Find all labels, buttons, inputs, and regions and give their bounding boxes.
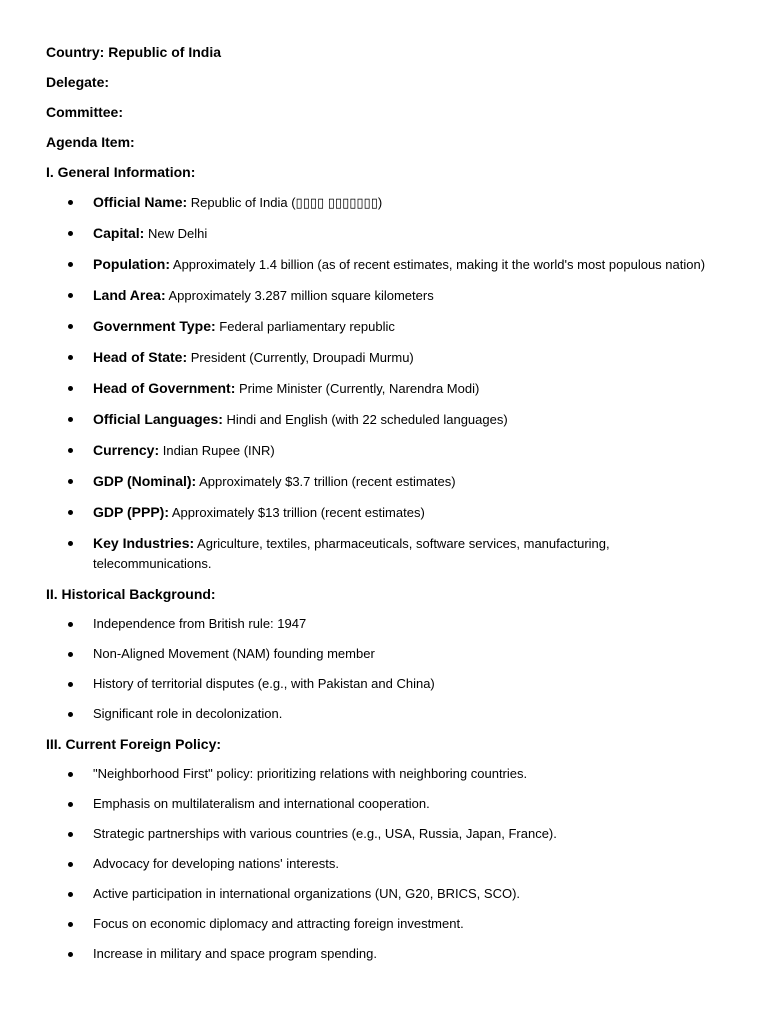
item-value: Agriculture, textiles, pharmaceuticals, software services, manufacturing, telecommunications. [93, 536, 610, 571]
bullet-icon [68, 510, 73, 515]
item-key: Capital: [93, 225, 145, 241]
item-value: Approximately $3.7 trillion (recent estimates) [199, 474, 456, 489]
item-key: Land Area: [93, 287, 166, 303]
item-key: Head of Government: [93, 380, 236, 396]
bullet-icon [68, 892, 73, 897]
item-value: Approximately 1.4 billion (as of recent estimates, making it the world's most populous nation) [172, 257, 706, 272]
list-item-text: Independence from British rule: 1947 [93, 616, 307, 631]
list-item [46, 704, 728, 724]
historical-list [46, 614, 728, 724]
list-item [46, 824, 728, 844]
list-item-text: Focus on economic diplomacy and attracting foreign investment. [93, 916, 464, 931]
list-item [46, 316, 728, 337]
bullet-icon [68, 682, 73, 687]
item-value: Hindi and English (with 22 scheduled languages) [226, 412, 508, 427]
bullet-icon [68, 802, 73, 807]
bullet-icon [68, 862, 73, 867]
bullet-icon [68, 952, 73, 957]
list-item [46, 644, 728, 664]
list-item [46, 944, 728, 964]
list-item [46, 674, 728, 694]
item-key: Key Industries: [93, 535, 195, 551]
list-item [46, 884, 728, 904]
list-item [46, 223, 728, 244]
item-key: Official Name: [93, 194, 188, 210]
list-item [46, 347, 728, 368]
item-value: President (Currently, Droupadi Murmu) [190, 350, 414, 365]
list-item [46, 614, 728, 634]
general-info-list [46, 192, 728, 574]
list-item [46, 440, 728, 461]
section-title-general: I. General Information: [46, 164, 196, 180]
list-item [46, 764, 728, 784]
list-item [46, 471, 728, 492]
bullet-icon [68, 622, 73, 627]
foreign-policy-list [46, 764, 728, 964]
list-item-text: Emphasis on multilateralism and international cooperation. [93, 796, 430, 811]
bullet-icon [68, 355, 73, 360]
list-item-text: Significant role in decolonization. [93, 706, 283, 721]
bullet-icon [68, 386, 73, 391]
item-value: Approximately $13 trillion (recent estimates) [171, 505, 425, 520]
country-line: Country: Republic of India [46, 44, 221, 60]
bullet-icon [68, 832, 73, 837]
list-item [46, 285, 728, 306]
agenda-item-line: Agenda Item: [46, 134, 135, 150]
item-value: Prime Minister (Currently, Narendra Modi) [238, 381, 480, 396]
list-item-text: History of territorial disputes (e.g., with Pakistan and China) [93, 676, 435, 691]
bullet-icon [68, 479, 73, 484]
list-item-text: Increase in military and space program spending. [93, 946, 377, 961]
list-item [46, 254, 728, 275]
bullet-icon [68, 231, 73, 236]
bullet-icon [68, 293, 73, 298]
item-key: Population: [93, 256, 170, 272]
bullet-icon [68, 652, 73, 657]
list-item-text: Non-Aligned Movement (NAM) founding member [93, 646, 375, 661]
item-value: Federal parliamentary republic [219, 319, 395, 334]
list-item [46, 533, 728, 574]
section-title-foreign-policy: III. Current Foreign Policy: [46, 736, 222, 752]
list-item [46, 409, 728, 430]
item-value: Republic of India (▯▯▯▯ ▯▯▯▯▯▯▯) [190, 195, 383, 210]
item-key: Currency: [93, 442, 160, 458]
list-item-text: Active participation in international organizations (UN, G20, BRICS, SCO). [93, 886, 521, 901]
bullet-icon [68, 324, 73, 329]
item-key: Official Languages: [93, 411, 223, 427]
bullet-icon [68, 200, 73, 205]
item-key: Government Type: [93, 318, 216, 334]
list-item-text: Advocacy for developing nations' interests. [93, 856, 340, 871]
item-key: GDP (Nominal): [93, 473, 197, 489]
list-item [46, 192, 728, 213]
list-item [46, 378, 728, 399]
list-item [46, 854, 728, 874]
item-value: Indian Rupee (INR) [162, 443, 275, 458]
list-item [46, 914, 728, 934]
item-key: GDP (PPP): [93, 504, 169, 520]
bullet-icon [68, 262, 73, 267]
list-item-text: "Neighborhood First" policy: prioritizing relations with neighboring countries. [93, 766, 528, 781]
bullet-icon [68, 712, 73, 717]
committee-line: Committee: [46, 104, 124, 120]
item-value: New Delhi [147, 226, 208, 241]
bullet-icon [68, 922, 73, 927]
bullet-icon [68, 448, 73, 453]
bullet-icon [68, 417, 73, 422]
item-value: Approximately 3.287 million square kilometers [168, 288, 434, 303]
section-title-historical: II. Historical Background: [46, 586, 216, 602]
list-item [46, 794, 728, 814]
list-item-text: Strategic partnerships with various countries (e.g., USA, Russia, Japan, France). [93, 826, 557, 841]
bullet-icon [68, 541, 73, 546]
item-key: Head of State: [93, 349, 188, 365]
delegate-line: Delegate: [46, 74, 110, 90]
list-item [46, 502, 728, 523]
bullet-icon [68, 772, 73, 777]
